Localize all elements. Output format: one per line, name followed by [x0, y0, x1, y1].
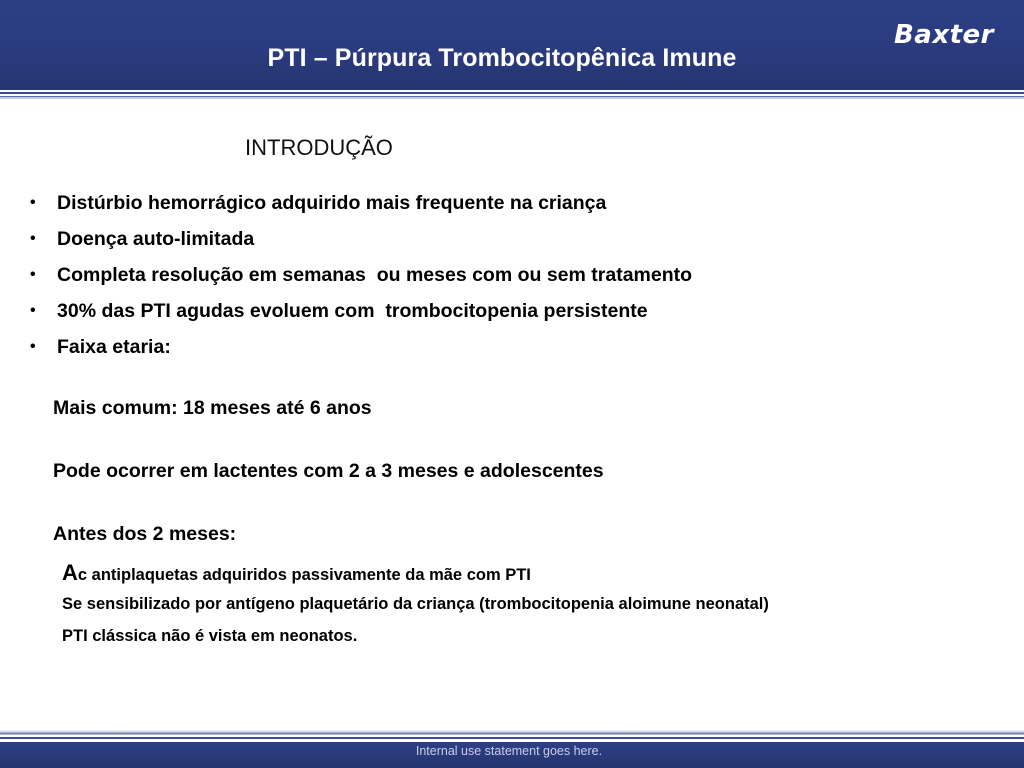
- bullet-dot-icon: •: [30, 338, 36, 355]
- infants-text: Pode ocorrer em lactentes com 2 a 3 meses e adolescentes: [53, 460, 604, 482]
- bullet-text: Distúrbio hemorrágico adquirido mais frequente na criança: [57, 192, 607, 214]
- bullet-list: [30, 190, 692, 370]
- common-age-text: Mais comum: 18 meses até 6 anos: [53, 397, 372, 419]
- footer-bar: [0, 742, 1024, 768]
- bullet-dot-icon: •: [30, 230, 36, 247]
- footer-text: Internal use statement goes here.: [415, 744, 603, 758]
- antibodies-initial: A: [62, 560, 78, 585]
- bullet-item: [30, 334, 692, 370]
- baxter-logo: Baxter: [893, 20, 994, 50]
- classic-line: PTI clássica não é vista em neonatos.: [62, 627, 358, 645]
- slide-title: PTI – Púrpura Trombocitopênica Imune: [267, 44, 737, 72]
- bullet-item: [30, 190, 692, 226]
- antibodies-text: c antiplaquetas adquiridos passivamente da mãe com PTI: [77, 566, 531, 584]
- bullet-text: Completa resolução em semanas ou meses com ou sem tratamento: [57, 264, 693, 286]
- bullet-text: Doença auto-limitada: [57, 228, 255, 250]
- before-2-months-text: Antes dos 2 meses:: [53, 523, 237, 545]
- bullet-item: [30, 262, 692, 298]
- bullet-dot-icon: •: [30, 194, 36, 211]
- sensitized-line: Se sensibilizado por antígeno plaquetário da criança (trombocitopenia aloimune neonatal): [62, 595, 769, 613]
- section-title: INTRODUÇÃO: [245, 135, 393, 160]
- header-divider: [0, 90, 1024, 104]
- bullet-dot-icon: •: [30, 302, 36, 319]
- bullet-dot-icon: •: [30, 266, 36, 283]
- footer-divider: [0, 730, 1024, 742]
- header-bar: [0, 0, 1024, 90]
- bullet-item: [30, 226, 692, 262]
- antibodies-line: [62, 560, 531, 586]
- bullet-item: [30, 298, 692, 334]
- bullet-text: 30% das PTI agudas evoluem com trombocitopenia persistente: [57, 300, 648, 322]
- bullet-text: Faixa etaria:: [57, 336, 171, 358]
